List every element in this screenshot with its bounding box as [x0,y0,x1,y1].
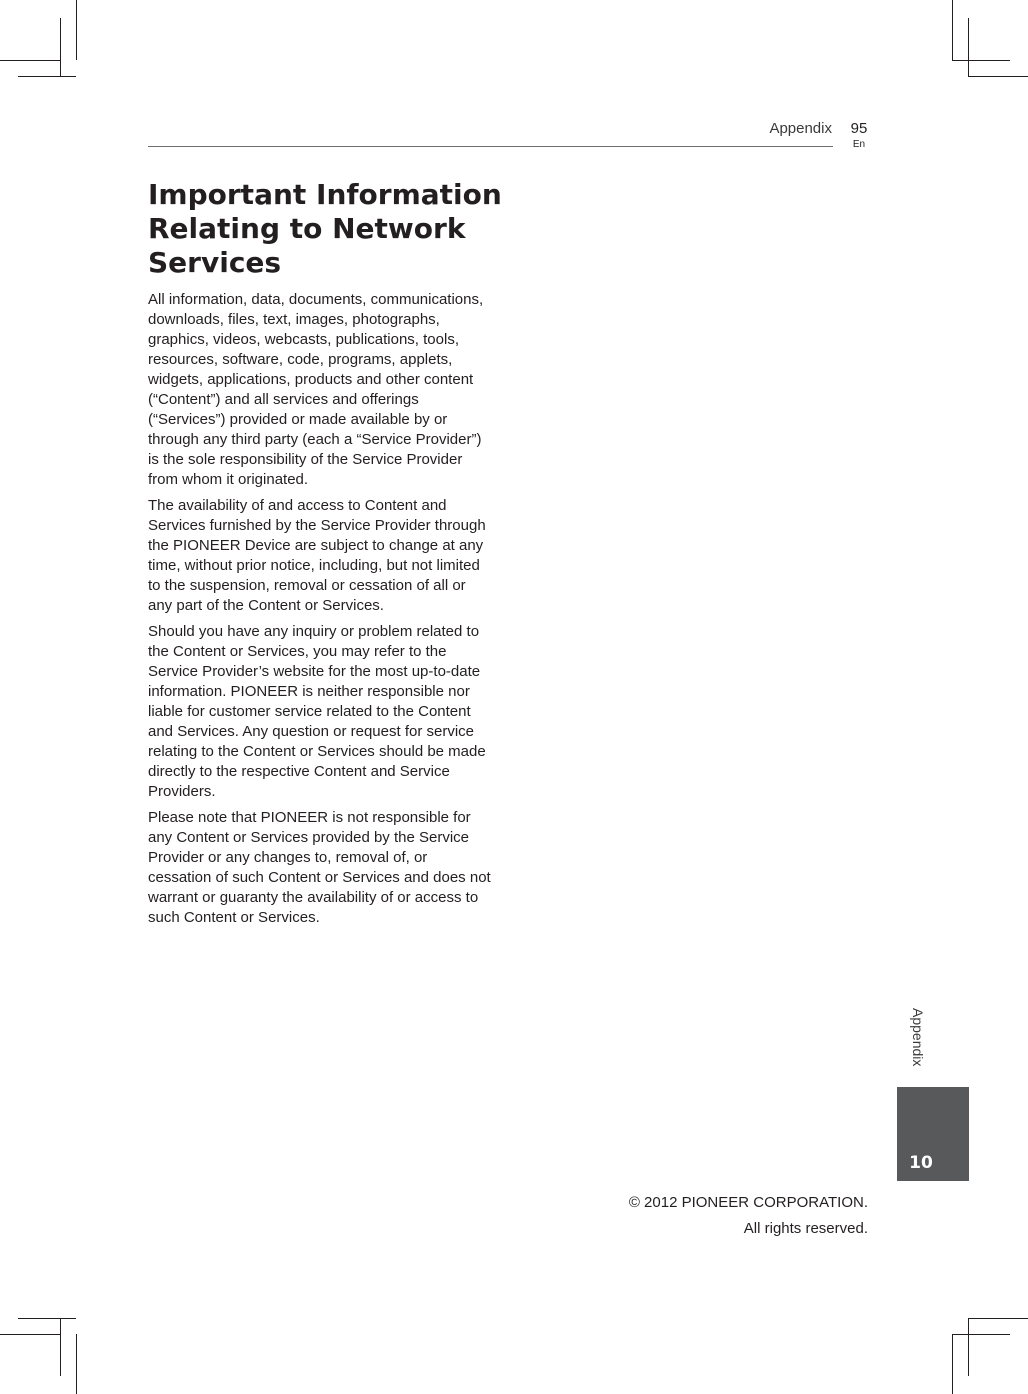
crop-mark [76,1334,77,1394]
crop-mark [18,76,76,77]
running-header-section: Appendix [769,120,832,137]
crop-mark [952,1334,1010,1335]
page-language: En [852,139,866,150]
chapter-number: 10 [909,1153,933,1173]
crop-mark [968,1318,1028,1319]
crop-mark [18,1318,76,1319]
chapter-tab [897,1087,969,1181]
header-rule [148,146,833,147]
crop-mark [0,1334,60,1335]
paragraph: Should you have any inquiry or problem related to the Content or Services, you may refer to the Service Provider’s website for the most up-to-date information. PIONEER is neither responsible nor liable for customer service related to the Content and Services. Any question or request for service relating to the Content or Services should be made directly to the respective Content and Service Providers. [148,623,486,800]
crop-mark [952,0,953,60]
crop-mark [952,1334,953,1394]
paragraph: All information, data, documents, communications, downloads, files, text, images, photographs, graphics, videos, webcasts, publications, tools, resources, software, code, programs, applets, widgets, applications, products and other content (“Content”) and all services and offerings (“Services”) provided or made available by or through any third party (each a “Service Provider”) is the sole responsibility of the Service Provider from whom it originated. [148,291,484,488]
rights-line: All rights reserved. [743,1220,868,1237]
crop-mark [76,0,77,60]
crop-mark [60,1318,61,1376]
page-title: Important Information Relating to Network Services [148,178,502,279]
crop-mark [60,18,61,76]
side-tab-label: Appendix [910,1008,926,1067]
crop-mark [968,18,969,76]
body-text [148,290,493,934]
copyright-block [560,1190,868,1242]
crop-mark [968,76,1028,77]
crop-mark [0,60,60,61]
copyright-line: © 2012 PIONEER CORPORATION. [628,1194,868,1211]
crop-mark [968,1318,969,1376]
crop-mark [952,60,1010,61]
paragraph: Please note that PIONEER is not responsible for any Content or Services provided by the Service Provider or any changes to, removal of, or cessation of such Content or Services and does not warrant or guaranty the availability of or access to such Content or Services. [148,809,491,926]
paragraph: The availability of and access to Content and Services furnished by the Service Provider through the PIONEER Device are subject to change at any time, without prior notice, including, but not limited to the suspension, removal or cessation of all or any part of the Content or Services. [148,497,486,614]
page-number: 95 [850,120,868,137]
